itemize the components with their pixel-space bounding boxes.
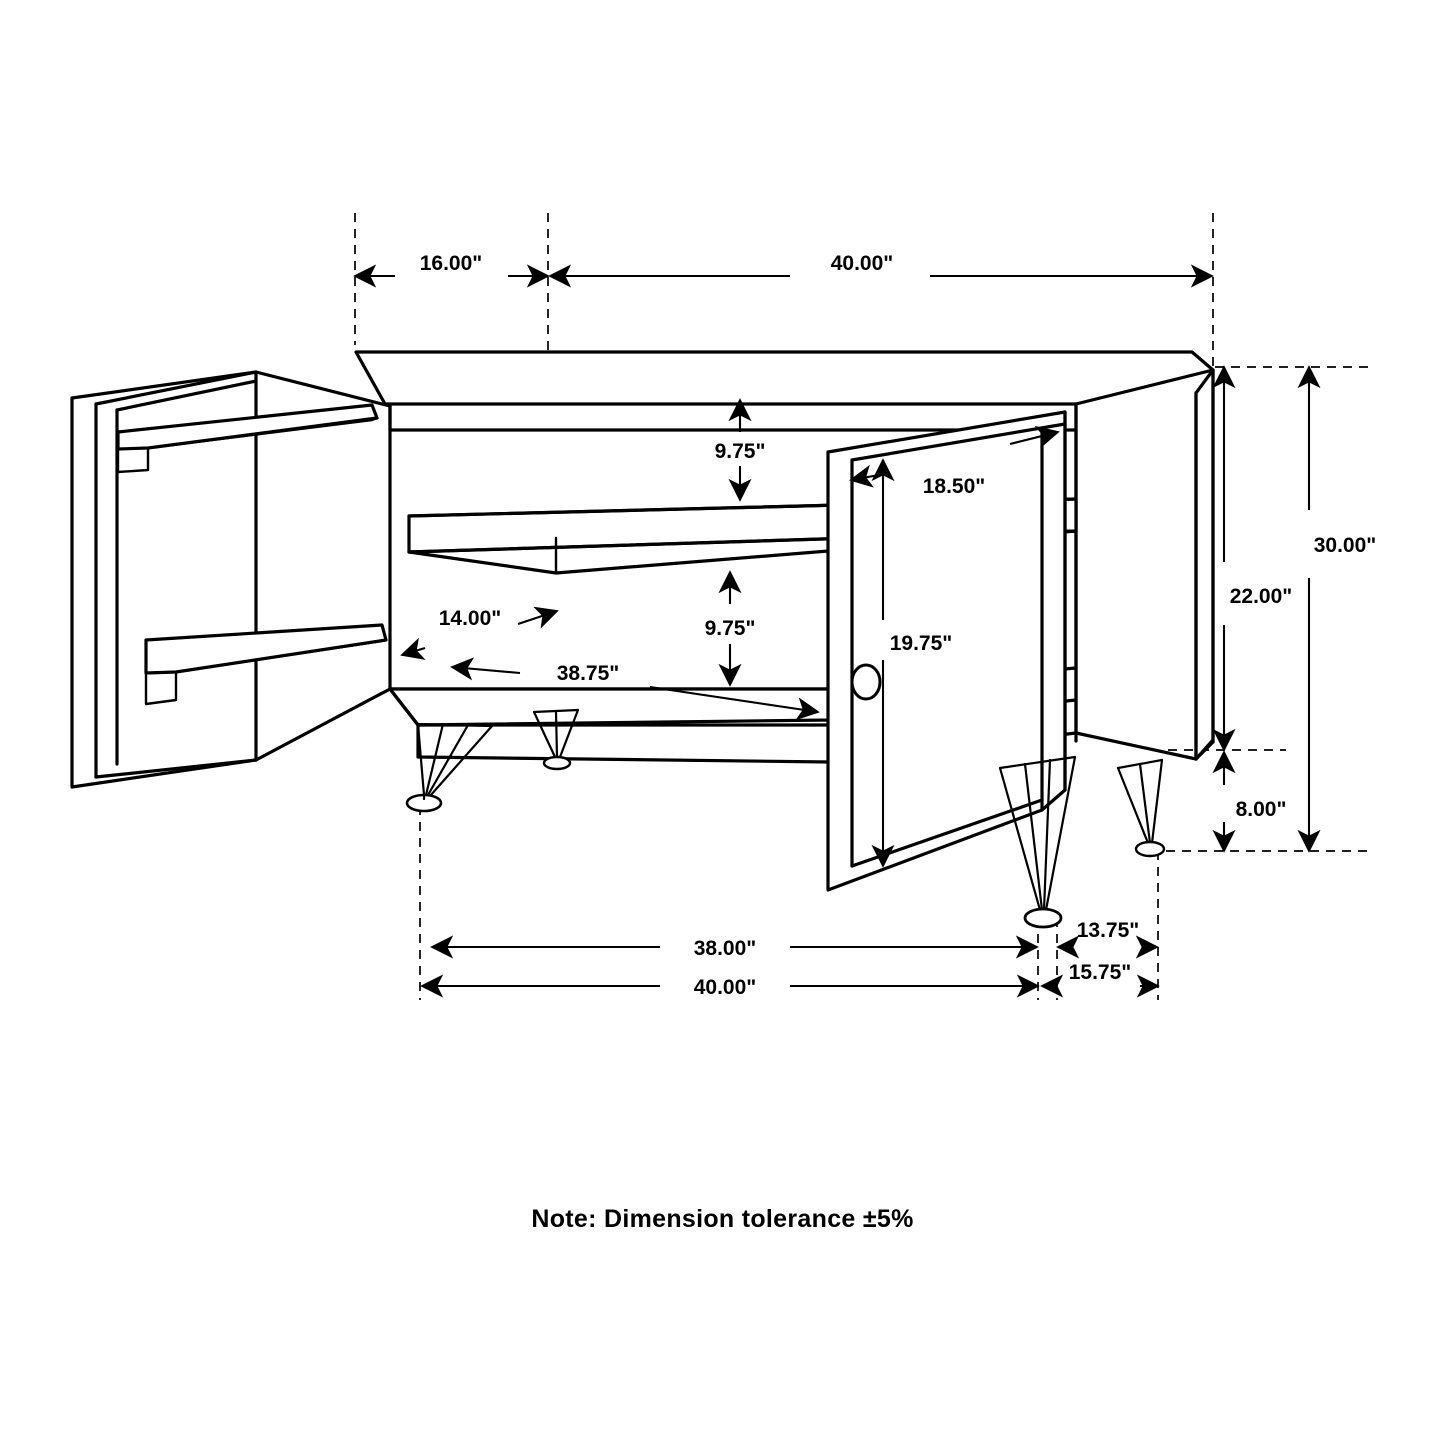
cabinet-body <box>356 352 1213 762</box>
dim-depth-outer: 15.75" <box>1068 961 1132 984</box>
leg-rear-right <box>1118 760 1164 856</box>
dim-door-height: 19.75" <box>889 632 953 655</box>
dim-interior-width: 38.75" <box>556 662 620 685</box>
leg-front-left <box>407 724 492 811</box>
dim-cabinet-width-top: 40.00" <box>830 252 894 275</box>
dim-door-width-top: 16.00" <box>419 252 483 275</box>
dim-overall-height: 30.00" <box>1313 534 1377 557</box>
dim-shelf-depth: 14.00" <box>438 607 502 630</box>
dim-cabinet-body-height: 22.00" <box>1229 585 1293 608</box>
dim-base-width-outer: 40.00" <box>693 976 757 999</box>
dim-base-width-inner: 38.00" <box>693 937 757 960</box>
dim-interior-depth-upper: 18.50" <box>922 475 986 498</box>
tolerance-note: Note: Dimension tolerance ±5% <box>531 1205 914 1233</box>
dim-upper-compartment-height: 9.75" <box>714 440 766 463</box>
dim-lower-compartment-height: 9.75" <box>704 617 756 640</box>
dim-leg-height: 8.00" <box>1235 798 1287 821</box>
dim-depth-inner: 13.75" <box>1076 919 1140 942</box>
left-door-open <box>72 372 390 787</box>
